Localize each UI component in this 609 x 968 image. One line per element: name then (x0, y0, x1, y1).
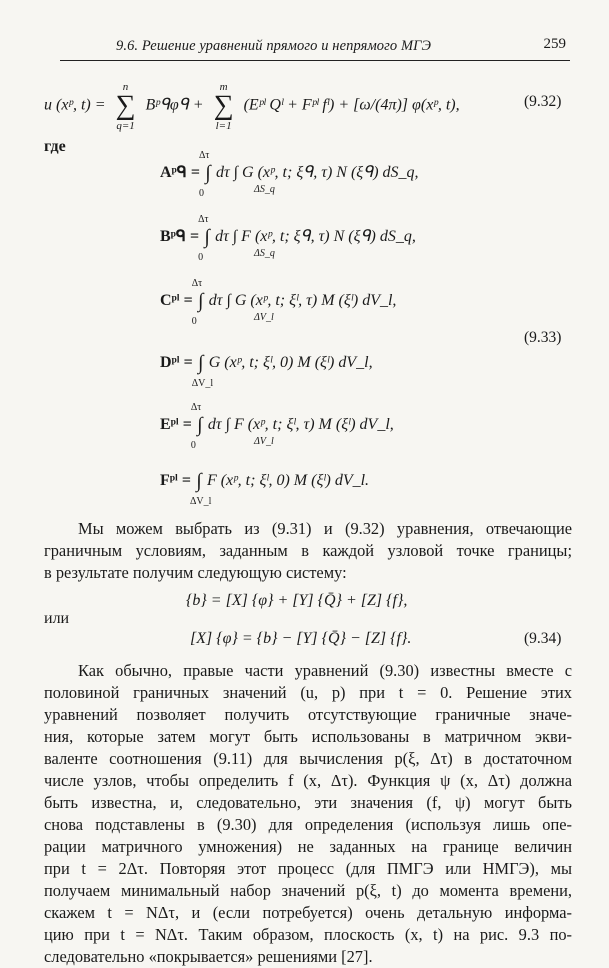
where-word: где (44, 138, 66, 155)
paragraph-line: рации матричного умножения) не заданных на границе величин (44, 837, 572, 856)
paragraph-line: быть известна, и, следовательно, эти значения (f, ψ) могут быть (44, 793, 572, 812)
sum2-lower: l=1 (215, 120, 232, 132)
equation-number-9-34: (9.34) (524, 630, 562, 647)
integral-symbol: ∫ Δτ 0 (190, 402, 203, 451)
sum2-upper: m (219, 81, 228, 93)
sum-symbol-1: ∑ n q=1 (113, 92, 139, 120)
paragraph-line: снова подставлены в (9.30) для определения (используя лишь опе- (44, 815, 572, 834)
eq933-row (160, 150, 419, 199)
eq933-row-lhs: Dᵖˡ = (160, 354, 193, 372)
paragraph-line: половиной граничных значений (u, p) при t = 0. Решение этих (44, 683, 572, 702)
eq933-row (160, 470, 370, 507)
eq933-row-body: F (xᵖ, t; ξˡ, 0) M (ξˡ) dV_l. (206, 472, 370, 490)
sum1-upper: n (122, 81, 129, 93)
eq933-row-body: dτ ∫ G (xᵖ, t; ξˡ, τ) M (ξˡ) dV_l, (208, 292, 397, 310)
paragraph-line: скажем t = NΔτ, и (если потребуется) очень детальную информа- (44, 903, 572, 922)
inner-integral-domain: ΔS_q (254, 184, 275, 195)
inner-integral-domain: ΔS_q (254, 248, 275, 259)
running-header (60, 36, 570, 61)
paragraph-line: граничным условиям, заданным в каждой узловой точке границы; (44, 541, 572, 560)
equation-number-9-33: (9.33) (524, 329, 562, 346)
or-word: или (44, 610, 70, 627)
paragraph-line: Мы можем выбрать из (9.31) и (9.32) уравнения, отвечающие (78, 519, 572, 538)
paragraph-1 (44, 518, 572, 584)
integral-symbol: ∫ ΔV_l (189, 470, 212, 507)
eq932-term2: (Eᵖˡ Qˡ + Fᵖˡ fˡ) + [ω/(4π)] φ(xᵖ, t), (243, 96, 460, 114)
integral-lower-limit: 0 (198, 252, 204, 263)
eq933-row (160, 352, 373, 389)
eq933-row-lhs: Aᵖᑫ = (160, 164, 200, 182)
integral-lower-limit: 0 (190, 440, 196, 451)
integral-lower-limit: ΔV_l (189, 496, 212, 507)
paragraph-line: ния, которые затем могут быть использованы в матричном экви- (44, 727, 572, 746)
integral-lower-limit: ΔV_l (191, 378, 214, 389)
eq933-row-body: dτ ∫ F (xᵖ, t; ξᑫ, τ) N (ξᑫ) dS_q, (215, 228, 416, 246)
paragraph-line: валенте соотношения (9.11) для вычисления p(ξ, Δτ) в достаточном (44, 749, 572, 768)
equation-9-32 (44, 81, 460, 132)
equation-number-9-32: (9.32) (524, 93, 562, 110)
paragraph-line: числе узлов, чтобы определить f (x, Δτ). Функция ψ (x, Δτ) должна (44, 771, 572, 790)
integral-lower-limit: 0 (198, 188, 204, 199)
eq933-row-lhs: Cᵖˡ = (160, 292, 193, 310)
eq933-row-lhs: Fᵖˡ = (160, 472, 191, 490)
paragraph-line: в результате получим следующую систему: (44, 563, 347, 582)
sum-symbol-2: ∑ m l=1 (211, 92, 237, 120)
paragraph-2 (44, 660, 572, 968)
integral-upper-limit: Δτ (191, 278, 203, 289)
inner-integral-domain: ΔV_l (254, 436, 274, 447)
integral-symbol: ∫ Δτ 0 (198, 214, 210, 263)
eq933-row (160, 214, 416, 263)
eq933-row (160, 278, 397, 327)
paragraph-line: следовательно «покрывается» решениями [27]. (44, 947, 373, 966)
integral-symbol: ∫ Δτ 0 (191, 278, 204, 327)
eq932-lhs: u (xᵖ, t) = (44, 96, 106, 114)
integral-upper-limit: Δτ (190, 402, 202, 413)
page-number: 259 (543, 36, 566, 52)
integral-lower-limit: 0 (191, 316, 197, 327)
eq933-row-lhs: Bᵖᑫ = (160, 228, 200, 246)
eq933-row-body: dτ ∫ F (xᵖ, t; ξˡ, τ) M (ξˡ) dV_l, (207, 416, 394, 434)
system-equation-2: [X] {φ} = {b} − [Y] {Q̄} − [Z] {f}. (190, 630, 412, 647)
integral-upper-limit: Δτ (198, 214, 209, 225)
eq933-row-body: G (xᵖ, t; ξˡ, 0) M (ξˡ) dV_l, (208, 354, 373, 372)
system-equation-1: {b} = [X] {φ} + [Y] {Q̄} + [Z] {f}, (186, 592, 408, 609)
integral-symbol: ∫ ΔV_l (191, 352, 214, 389)
paragraph-line: получаем минимальный набор значений p(ξ, t) до момента времени, (44, 881, 572, 900)
eq933-row-body: dτ ∫ G (xᵖ, t; ξᑫ, τ) N (ξᑫ) dS_q, (215, 164, 419, 182)
integral-symbol: ∫ Δτ 0 (198, 150, 211, 199)
paragraph-line: цию при t = NΔτ. Таким образом, плоскость (x, t) на рис. 9.3 по- (44, 925, 572, 944)
running-title: 9.6. Решение уравнений прямого и непрямого МГЭ (116, 38, 432, 54)
paragraph-line: Как обычно, правые части уравнений (9.30) известны вместе с (78, 661, 572, 680)
eq933-row-lhs: Eᵖˡ = (160, 416, 192, 434)
paragraph-line: уравнений позволяет получить отсутствующие граничные значе- (44, 705, 572, 724)
sum1-lower: q=1 (116, 120, 135, 132)
eq932-term1: Bᵖᑫφᑫ + (145, 96, 204, 114)
inner-integral-domain: ΔV_l (254, 312, 274, 323)
eq933-row (160, 402, 394, 451)
integral-upper-limit: Δτ (198, 150, 210, 161)
paragraph-line: при t = 2Δτ. Повторяя этот процесс (для ПМГЭ или НМГЭ), мы (44, 859, 572, 878)
